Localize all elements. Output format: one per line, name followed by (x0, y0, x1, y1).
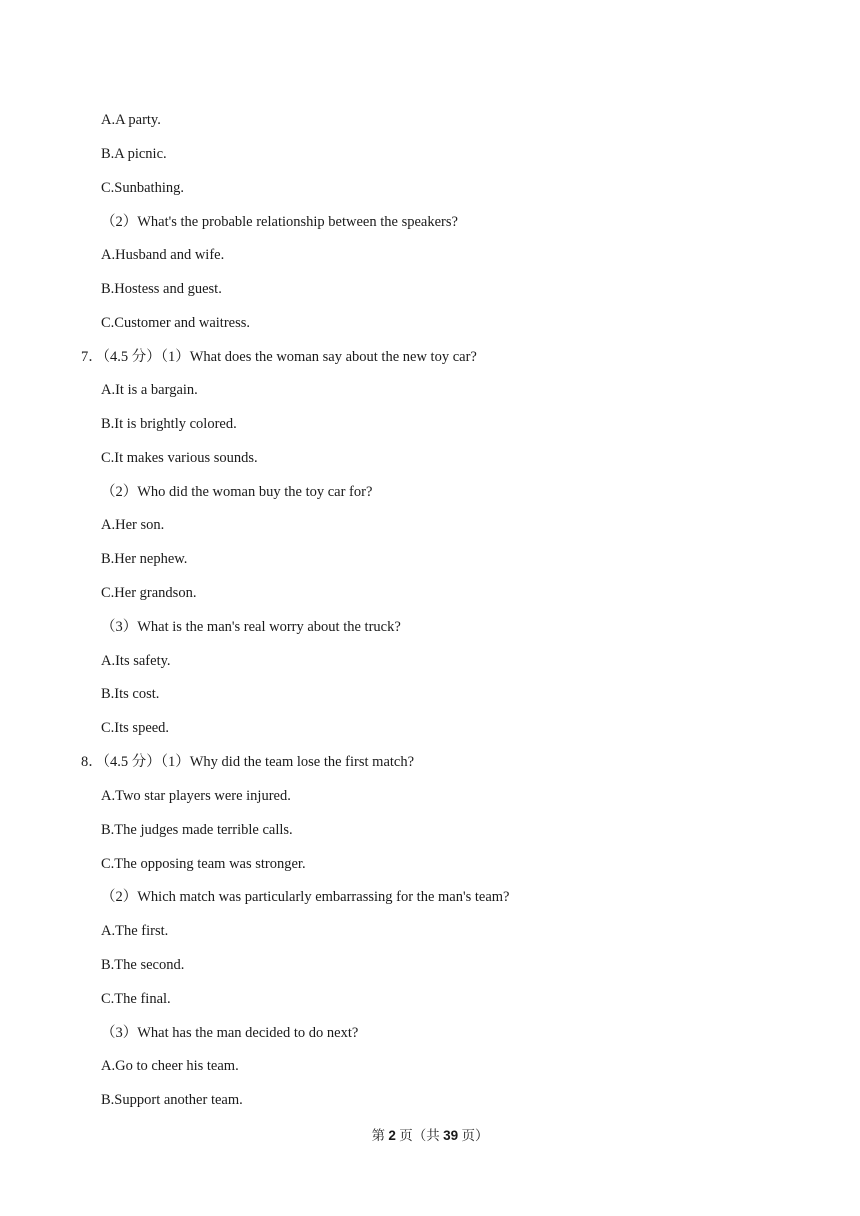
q7-sub3-option-b: B.Its cost. (101, 686, 160, 702)
q8-subquestion-3: （3）What has the man decided to do next? (101, 1025, 359, 1041)
footer-total-pages: 39 (443, 1128, 459, 1143)
footer-page-number: 2 (388, 1128, 396, 1143)
q7-sub3-option-a: A.Its safety. (101, 653, 171, 669)
q8-subquestion-2: （2）Which match was particularly embarrassing for the man's team? (101, 889, 510, 905)
q7-subquestion-2: （2）Who did the woman buy the toy car for? (101, 484, 373, 500)
footer-middle: 页（共 (395, 1128, 444, 1143)
q8-sub3-option-a: A.Go to cheer his team. (101, 1058, 239, 1074)
q8-sub2-option-c: C.The final. (101, 991, 171, 1007)
q7-sub1-option-b: B.It is brightly colored. (101, 416, 237, 432)
q7-subquestion-3: （3）What is the man's real worry about the truck? (101, 619, 401, 635)
q6-sub2-option-b: B.Hostess and guest. (101, 281, 222, 297)
q8-sub1-option-c: C.The opposing team was stronger. (101, 856, 306, 872)
q6-sub2-option-a: A.Husband and wife. (101, 247, 225, 263)
q8-sub1-option-a: A.Two star players were injured. (101, 788, 291, 804)
q7-header: 7．（4.5 分）（1）What does the woman say about the new toy car? (81, 349, 477, 365)
q6-subquestion-2: （2）What's the probable relationship between the speakers? (101, 214, 458, 230)
q6-sub2-option-c: C.Customer and waitress. (101, 315, 251, 331)
q7-sub1-option-c: C.It makes various sounds. (101, 450, 258, 466)
q6-option-c: C.Sunbathing. (101, 180, 184, 196)
q7-sub2-option-a: A.Her son. (101, 517, 165, 533)
page-footer (0, 1127, 860, 1145)
footer-suffix: 页） (458, 1128, 489, 1143)
q7-sub2-option-b: B.Her nephew. (101, 551, 188, 567)
q7-sub3-option-c: C.Its speed. (101, 720, 170, 736)
q7-sub1-option-a: A.It is a bargain. (101, 382, 198, 398)
q6-option-b: B.A picnic. (101, 146, 167, 162)
q7-sub2-option-c: C.Her grandson. (101, 585, 197, 601)
q8-sub1-option-b: B.The judges made terrible calls. (101, 822, 293, 838)
q6-option-a: A.A party. (101, 112, 161, 128)
q8-sub3-option-b: B.Support another team. (101, 1092, 243, 1108)
footer-prefix: 第 (371, 1128, 389, 1143)
q8-sub2-option-b: B.The second. (101, 957, 185, 973)
q8-header: 8．（4.5 分）（1）Why did the team lose the first match? (81, 754, 415, 770)
q8-sub2-option-a: A.The first. (101, 923, 169, 939)
